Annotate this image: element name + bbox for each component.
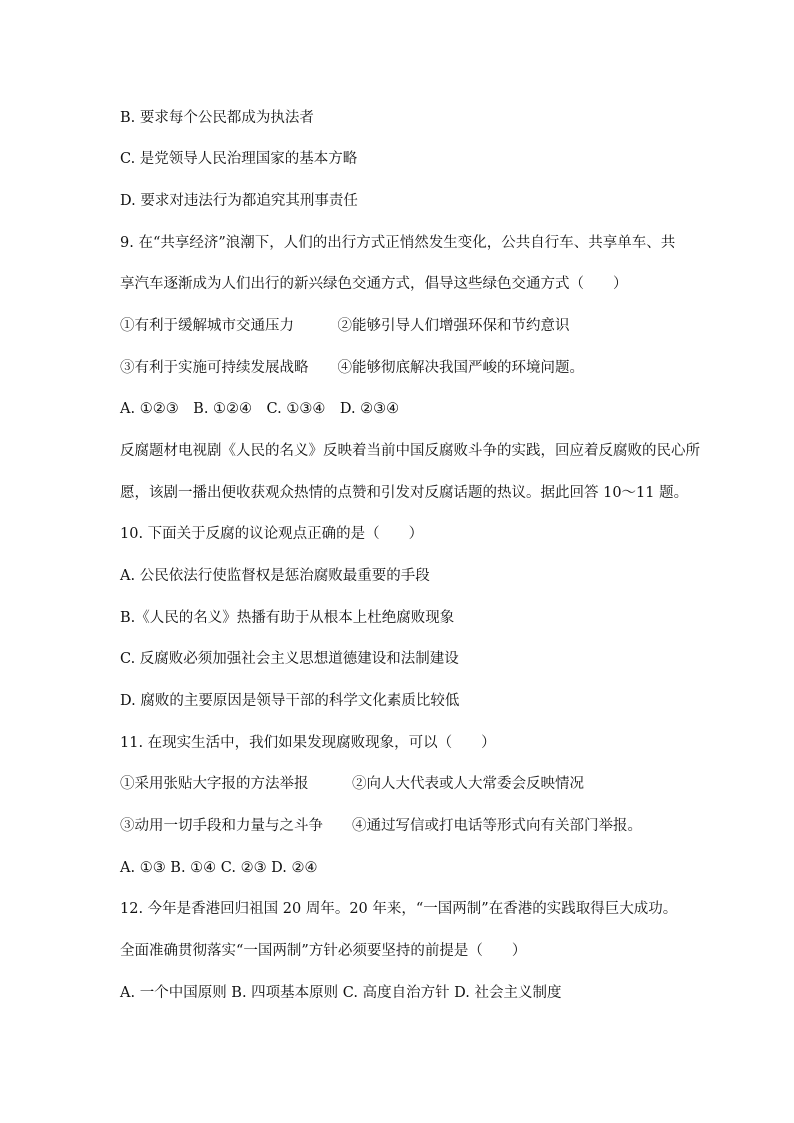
- material-intro-cont: 愿，该剧一播出便收获观众热情的点赞和引发对反腐话题的热议。据此回答 10～11 题。: [120, 485, 689, 501]
- option-c-q10: C. 反腐败必须加强社会主义思想道德建设和法制建设: [120, 651, 459, 667]
- question-11-stem: 11. 在现实生活中，我们如果发现腐败现象，可以（ ）: [120, 735, 496, 751]
- option-a-q10: A. 公民依法行使监督权是惩治腐败最重要的手段: [120, 568, 430, 584]
- material-intro: 反腐题材电视剧《人民的名义》反映着当前中国反腐败斗争的实践，回应着反腐败的民心所: [120, 443, 700, 459]
- option-b-q8: B. 要求每个公民都成为执法者: [120, 110, 314, 126]
- question-9-options: A. ①②③ B. ①②④ C. ①③④ D. ②③④: [120, 401, 400, 417]
- question-12-stem: 12. 今年是香港回归祖国 20 周年。20 年来，“一国两制”在香港的实践取得巨大成功。: [120, 901, 678, 917]
- question-11-options: A. ①③ B. ①④ C. ②③ D. ②④: [120, 860, 318, 876]
- question-9-stem-cont: 享汽车逐渐成为人们出行的新兴绿色交通方式，倡导这些绿色交通方式（ ）: [120, 276, 628, 292]
- question-11-items-1-2: ①采用张贴大字报的方法举报 ②向人大代表或人大常委会反映情况: [120, 776, 584, 792]
- question-11-items-3-4: ③动用一切手段和力量与之斗争 ④通过写信或打电话等形式向有关部门举报。: [120, 818, 642, 834]
- question-9-items-1-2: ①有利于缓解城市交通压力 ②能够引导人们增强环保和节约意识: [120, 318, 570, 334]
- question-12-stem-cont: 全面准确贯彻落实“一国两制”方针必须要坚持的前提是（ ）: [120, 943, 527, 959]
- option-d-q10: D. 腐败的主要原因是领导干部的科学文化素质比较低: [120, 693, 460, 709]
- option-d-q8: D. 要求对违法行为都追究其刑事责任: [120, 193, 358, 209]
- option-c-q8: C. 是党领导人民治理国家的基本方略: [120, 151, 358, 167]
- question-9-items-3-4: ③有利于实施可持续发展战略 ④能够彻底解决我国严峻的环境问题。: [120, 360, 584, 376]
- option-b-q10: B.《人民的名义》热播有助于从根本上杜绝腐败现象: [120, 610, 455, 626]
- question-12-options: A. 一个中国原则 B. 四项基本原则 C. 高度自治方针 D. 社会主义制度: [120, 985, 562, 1001]
- question-10-stem: 10. 下面关于反腐的议论观点正确的是（ ）: [120, 526, 424, 542]
- question-9-stem: 9. 在“共享经济”浪潮下，人们的出行方式正悄然发生变化，公共自行车、共享单车、共: [120, 235, 676, 251]
